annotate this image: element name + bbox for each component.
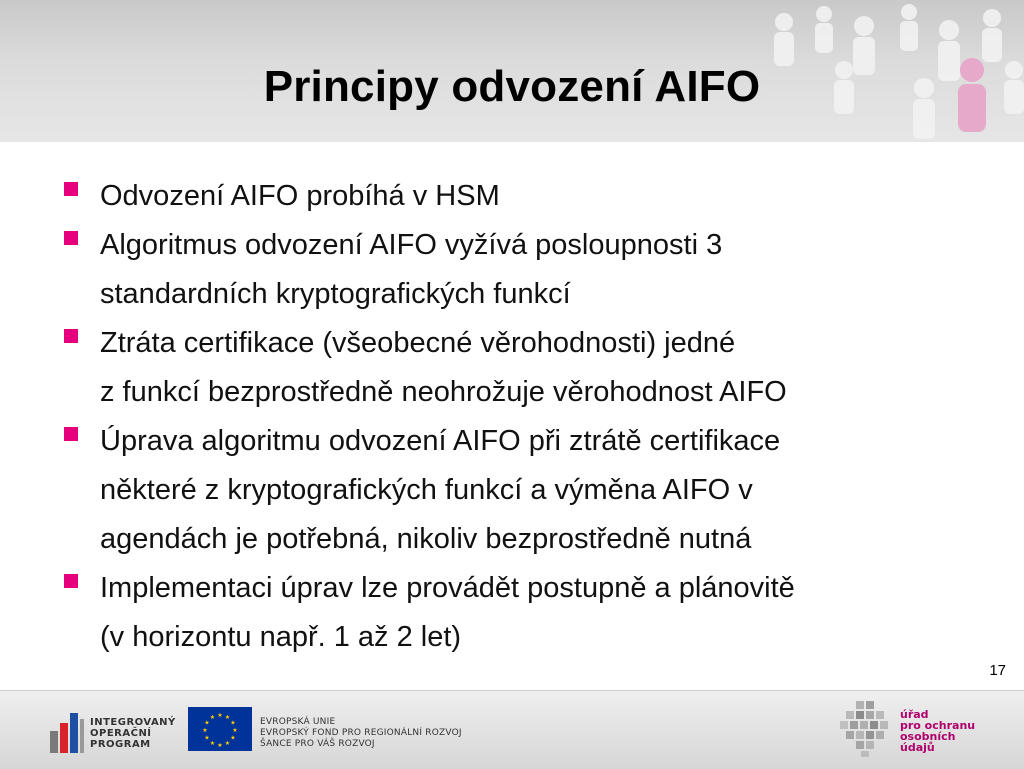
svg-text:★: ★ [217, 712, 223, 719]
svg-text:★: ★ [202, 727, 208, 734]
svg-text:★: ★ [204, 734, 210, 742]
iop-logo [48, 709, 184, 755]
bullet-item [62, 417, 992, 564]
svg-text:★: ★ [204, 719, 210, 727]
bullet-line: standardních kryptografických funkcí [100, 278, 571, 310]
bullet-line: Algoritmus odvození AIFO vyžívá posloupnosti 3 [100, 229, 723, 261]
eu-line: ŠANCE PRO VÁŠ ROZVOJ [260, 739, 375, 749]
bullet-marker-icon [64, 231, 78, 245]
uoou-line: údajů [900, 741, 935, 754]
bullet-line: Implementaci úprav lze provádět postupně a plánovitě [100, 572, 795, 604]
uoou-mosaic-icon [838, 699, 894, 759]
eu-line: EVROPSKÁ UNIE [260, 717, 336, 727]
iop-line: PROGRAM [90, 739, 151, 750]
bullet-item [62, 221, 992, 319]
uoou-line: osobních [900, 730, 956, 743]
slide-title: Principy odvození AIFO [263, 62, 761, 111]
bullet-line: Úprava algoritmu odvození AIFO při ztrátě certifikace [100, 425, 781, 457]
bullet-line: Ztráta certifikace (všeobecné věrohodnosti) jedné [100, 327, 736, 359]
bullet-marker-icon [64, 182, 78, 196]
svg-text:★: ★ [230, 734, 236, 742]
uoou-line: úřad [900, 708, 929, 721]
uoou-line: pro ochranu [900, 719, 976, 732]
page-number: 17 [989, 662, 1006, 679]
bullet-item [62, 319, 992, 417]
svg-text:★: ★ [217, 742, 223, 749]
uoou-logo [838, 699, 1008, 765]
bullet-marker-icon [64, 329, 78, 343]
svg-text:★: ★ [230, 719, 236, 727]
slide-header [0, 0, 1024, 142]
bullet-marker-icon [64, 427, 78, 441]
bullet-line: některé z kryptografických funkcí a výměna AIFO v [100, 474, 753, 506]
svg-text:★: ★ [232, 727, 238, 734]
footer-logos [0, 690, 1024, 769]
eu-text [260, 717, 462, 750]
bullet-marker-icon [64, 574, 78, 588]
eu-line: EVROPSKÝ FOND PRO REGIONÁLNÍ ROZVOJ [260, 728, 462, 738]
svg-text:★: ★ [209, 714, 216, 721]
iop-bars-icon [48, 709, 86, 755]
eu-flag-icon [188, 707, 252, 751]
bullet-item [62, 172, 992, 221]
iop-text [90, 717, 176, 750]
bullet-line: z funkcí bezprostředně neohrožuje věrohodnost AIFO [100, 376, 787, 408]
bullet-line: (v horizontu např. 1 až 2 let) [100, 621, 462, 653]
svg-text:★: ★ [224, 714, 231, 721]
svg-text:★: ★ [224, 740, 231, 747]
bullet-line: Odvození AIFO probíhá v HSM [100, 180, 500, 212]
iop-line: OPERAČNÍ [90, 728, 152, 739]
bullet-item [62, 564, 992, 662]
svg-text:★: ★ [209, 740, 216, 747]
bullet-list [62, 172, 992, 662]
iop-line: INTEGROVANÝ [90, 717, 176, 728]
uoou-text [900, 709, 975, 753]
bullet-line: agendách je potřebná, nikoliv bezprostředně nutná [100, 523, 752, 555]
